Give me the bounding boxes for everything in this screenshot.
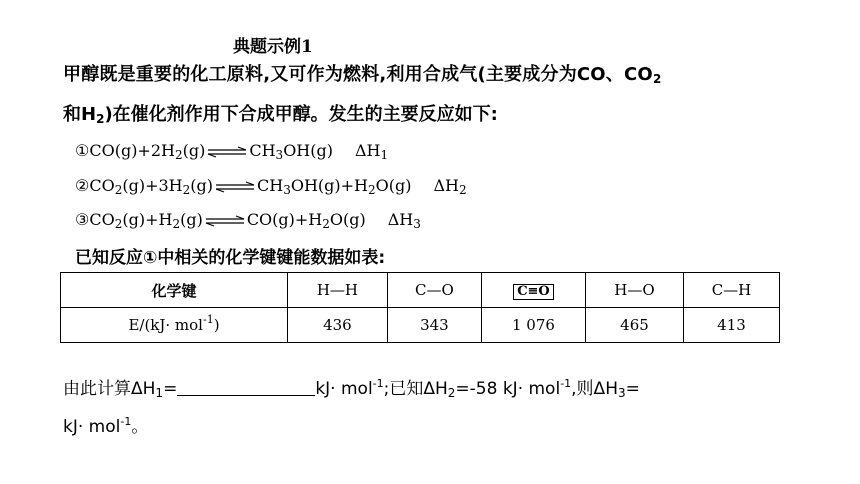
subscript: 2 xyxy=(174,148,183,162)
table-header-cell: H—O xyxy=(586,273,684,308)
known-data-text: 已知反应①中相关的化学键键能数据如表: xyxy=(75,248,386,268)
subscript: 2 xyxy=(458,183,467,197)
table-header-cell xyxy=(481,273,585,308)
table-cell: 465 xyxy=(586,308,684,343)
superscript: -1 xyxy=(372,377,384,390)
reaction-lhs: CO(g)+2H xyxy=(89,141,175,160)
reaction-rhs: O(g) xyxy=(375,176,412,195)
subscript: 2 xyxy=(114,183,123,197)
reaction-lhs: (g)+H xyxy=(122,210,173,229)
reaction-lhs: (g)+3H xyxy=(122,176,183,195)
table-cell: 343 xyxy=(387,308,481,343)
intro-line-1 xyxy=(63,60,662,86)
subscript: 3 xyxy=(413,217,421,231)
superscript: -1 xyxy=(560,377,572,390)
subscript: 2 xyxy=(367,183,376,197)
reaction-rhs: CH xyxy=(249,141,276,160)
reaction-rhs: O(g) xyxy=(329,210,366,229)
reaction-3 xyxy=(75,210,421,229)
equilibrium-arrow-icon xyxy=(207,146,247,158)
enthalpy-label xyxy=(433,176,466,195)
equilibrium-arrow-icon xyxy=(205,215,245,227)
subscript: 1 xyxy=(380,148,389,162)
table-header-cell: C—O xyxy=(387,273,481,308)
table-header-cell: 化学键 xyxy=(61,273,288,308)
superscript: -1 xyxy=(202,313,214,326)
subscript: 2 xyxy=(447,386,456,400)
reaction-2 xyxy=(75,176,467,195)
reaction-rhs: OH(g) xyxy=(283,141,333,160)
intro-text: 和H xyxy=(63,104,97,125)
question-line-2 xyxy=(63,412,148,437)
subscript: 2 xyxy=(652,72,662,86)
table-row-label xyxy=(61,308,288,343)
subscript: 3 xyxy=(283,183,291,197)
table-cell: 436 xyxy=(288,308,388,343)
row-label-text: E/(kJ· mol xyxy=(128,316,203,334)
subscript: 1 xyxy=(155,386,164,400)
enthalpy-label xyxy=(355,141,388,160)
question-text: = xyxy=(625,379,640,399)
table-header-row xyxy=(61,273,780,308)
example-title: 典题示例1 xyxy=(233,37,313,57)
question-text: ;已知ΔH xyxy=(383,379,448,399)
reaction-rhs: OH(g)+H xyxy=(290,176,368,195)
intro-line-2 xyxy=(63,100,498,126)
subscript: 2 xyxy=(182,183,191,197)
question-text: ,则ΔH xyxy=(571,379,618,399)
reaction-lhs: (g) xyxy=(182,141,206,160)
reaction-lhs: CO xyxy=(89,210,115,229)
subscript: 2 xyxy=(96,112,105,126)
question-text: kJ· mol xyxy=(63,417,121,437)
reaction-number: ② xyxy=(75,176,90,195)
row-label-text: ) xyxy=(213,316,220,334)
enthalpy-symbol: ΔH xyxy=(387,210,414,229)
question-text: =-58 kJ· mol xyxy=(455,379,561,399)
reaction-lhs: (g) xyxy=(180,210,203,229)
table-row xyxy=(61,308,780,343)
intro-text: )在催化剂作用下合成甲醇。发生的主要反应如下: xyxy=(104,104,498,125)
enthalpy-symbol: ΔH xyxy=(433,176,459,195)
table-cell: 1 076 xyxy=(481,308,585,343)
answer-blank[interactable] xyxy=(177,378,315,396)
reaction-rhs: CO(g)+H xyxy=(246,210,323,229)
superscript: -1 xyxy=(120,415,132,428)
equilibrium-arrow-icon xyxy=(215,181,255,193)
reaction-rhs: CH xyxy=(256,176,284,195)
bond-energy-table xyxy=(60,272,780,343)
subscript: 2 xyxy=(322,217,330,231)
reaction-number: ① xyxy=(75,141,90,160)
enthalpy-symbol: ΔH xyxy=(354,141,381,160)
triple-bond-label: C≡O xyxy=(513,284,554,300)
reaction-lhs: (g) xyxy=(190,176,213,195)
question-text: kJ· mol xyxy=(315,379,373,399)
question-text: 。 xyxy=(131,417,149,437)
reaction-number: ③ xyxy=(75,210,90,229)
table-header-cell: H—H xyxy=(288,273,388,308)
subscript: 3 xyxy=(275,148,284,162)
reaction-1 xyxy=(75,141,388,160)
subscript: 2 xyxy=(172,217,181,231)
question-text: = xyxy=(163,379,178,399)
question-line-1 xyxy=(63,374,640,399)
table-cell: 413 xyxy=(683,308,779,343)
subscript: 2 xyxy=(114,217,123,231)
question-text: 由此计算ΔH xyxy=(63,379,156,399)
reaction-lhs: CO xyxy=(89,176,115,195)
enthalpy-label xyxy=(388,210,421,229)
intro-text: 甲醇既是重要的化工原料,又可作为燃料,利用合成气(主要成分为CO、CO xyxy=(63,64,653,85)
table-header-cell: C—H xyxy=(683,273,779,308)
subscript: 3 xyxy=(617,386,626,400)
